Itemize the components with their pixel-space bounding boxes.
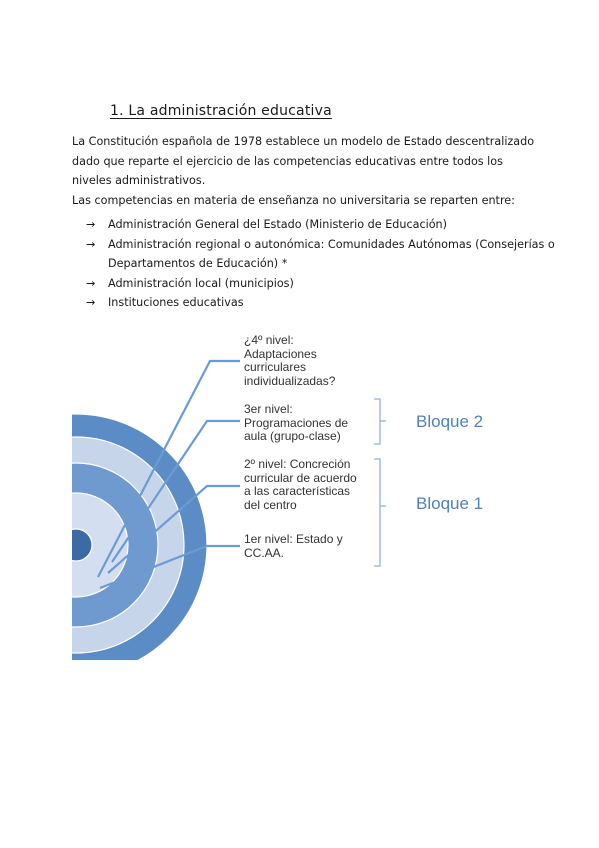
section-heading: 1. La administración educativa xyxy=(110,103,332,119)
label-nivel-3: 3er nivel: Programaciones de aula (grupo-clase) xyxy=(244,402,349,443)
label-nivel-1: 1er nivel: Estado y CC.AA. xyxy=(244,532,343,560)
block-label-1: Bloque 1 xyxy=(416,494,484,513)
intro-text xyxy=(72,132,542,210)
arrow-right-icon: → xyxy=(86,276,96,290)
arrow-right-icon: → xyxy=(86,218,96,231)
intro-paragraph-competencias: Las competencias en materia de enseñanza no universitaria se reparten entre: xyxy=(72,193,515,207)
list-item-text: Administración local (municipios) xyxy=(108,276,294,290)
list-item-text: Administración regional o autonómica: Comunidades Autónomas (Consejerías o Departamentos de Educación) * xyxy=(108,237,555,270)
list-item xyxy=(86,215,556,235)
list-item-text: Instituciones educativas xyxy=(108,296,244,309)
intro-paragraph: La Constitución española de 1978 establece un modelo de Estado descentralizado dado que reparte el ejercicio de las competencias educativas entre todos los niveles administrativos. xyxy=(72,135,535,187)
arrow-right-icon: → xyxy=(86,296,96,309)
bracket-bloque-1 xyxy=(374,459,380,566)
block-brackets xyxy=(374,399,386,566)
block-label-2: Bloque 2 xyxy=(416,412,484,431)
rings-group xyxy=(0,414,207,660)
administration-levels-list xyxy=(86,215,556,313)
list-item-text: Administración General del Estado (Ministerio de Educación) xyxy=(108,218,448,231)
bracket-bloque-2 xyxy=(374,399,380,444)
label-nivel-4: ¿4º nivel: Adaptaciones curriculares individualizadas? xyxy=(244,333,336,388)
concentric-levels-diagram xyxy=(0,320,599,660)
arrow-right-icon: → xyxy=(86,237,96,251)
list-item xyxy=(86,274,556,294)
list-item xyxy=(86,235,556,274)
list-item xyxy=(86,293,556,313)
label-nivel-2: 2º nivel: Concreción curricular de acuerdo a las características del centro xyxy=(244,457,357,512)
